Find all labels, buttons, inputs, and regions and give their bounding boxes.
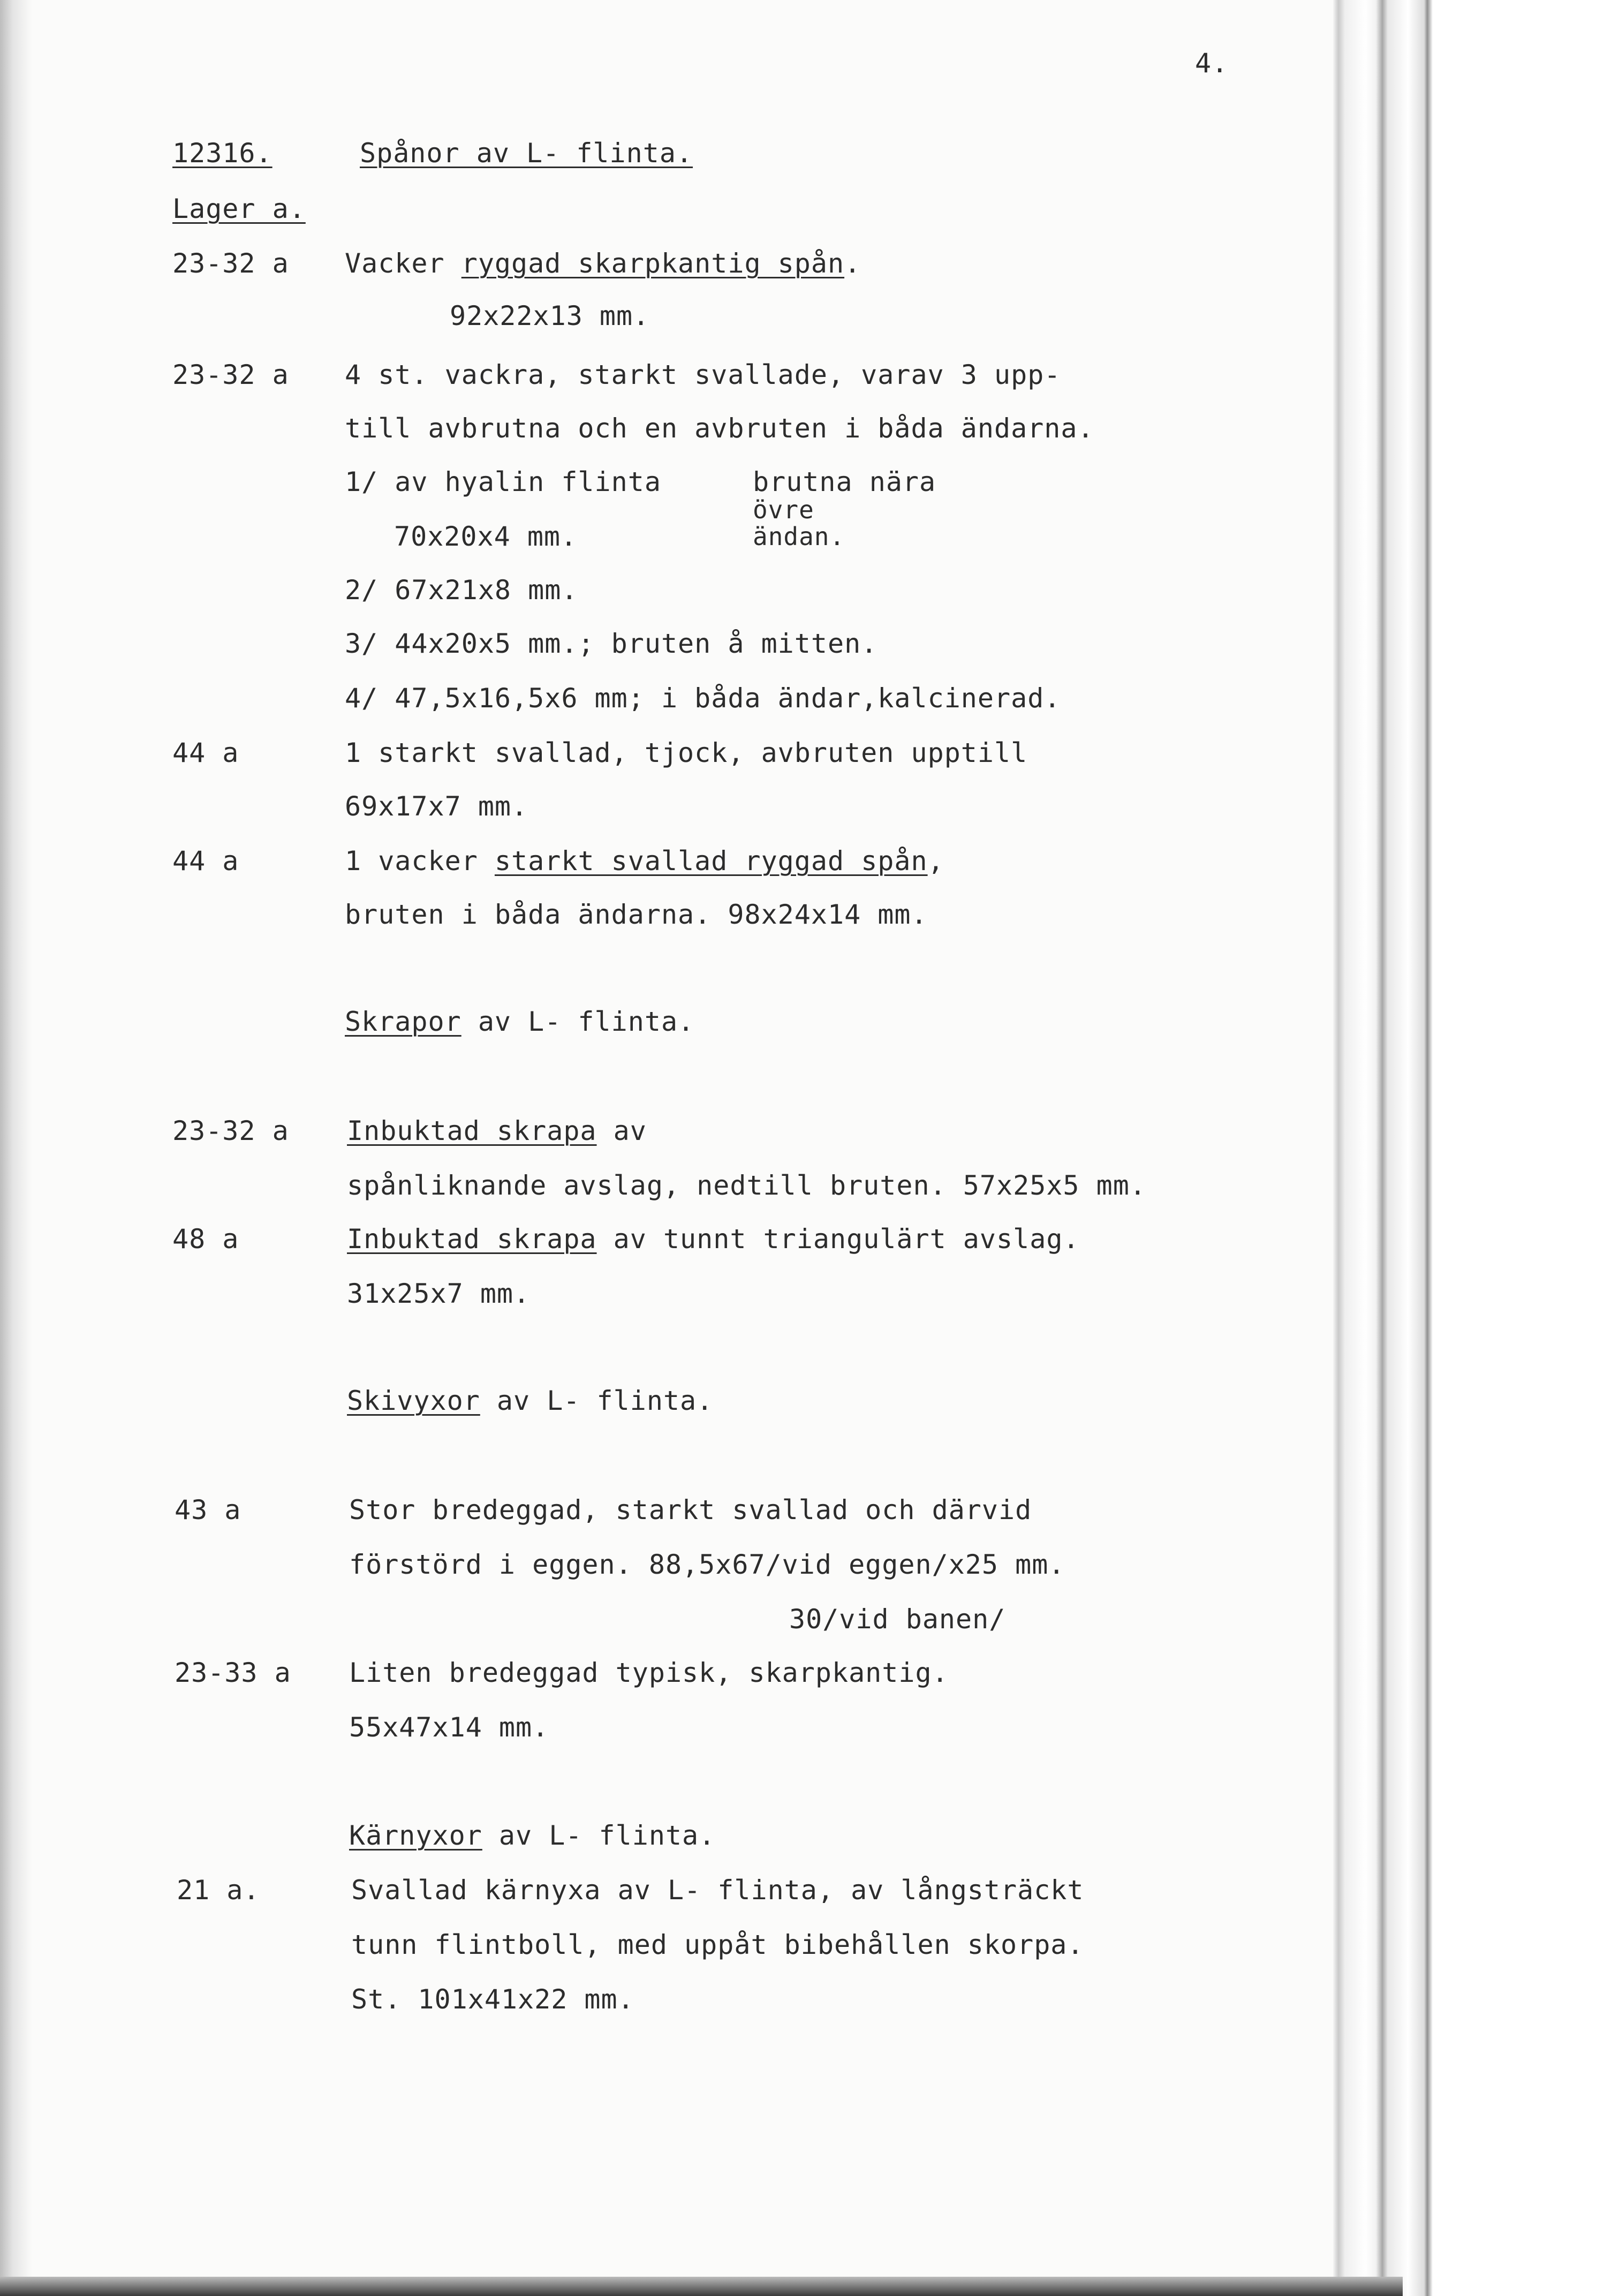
side-note-line: övre	[753, 495, 814, 524]
side-note-line: brutna nära	[753, 466, 936, 497]
sub-item-4: 4/ 47,5x16,5x6 mm; i båda ändar,kalcinerad.	[345, 683, 1061, 714]
entry-text-line: Stor bredeggad, starkt svallad och därvid	[349, 1494, 1032, 1525]
section-heading-rest: av L- flinta.	[482, 1820, 716, 1851]
page-number: 4.	[1195, 48, 1229, 79]
entry-text-line: bruten i båda ändarna. 98x24x14 mm.	[345, 899, 928, 930]
find-code: 44 a	[172, 737, 239, 768]
entry-text	[345, 846, 944, 876]
entry-text	[347, 1224, 1080, 1254]
entry-text-line: St. 101x41x22 mm.	[351, 1984, 634, 2015]
entry-text-line: 30/vid banen/	[789, 1604, 1006, 1635]
entry-text-line: 4 st. vackra, starkt svallade, varav 3 upp-	[345, 359, 1061, 390]
scan-edge-shadow	[0, 0, 32, 2296]
section-heading-underlined: Skrapor	[345, 1006, 462, 1037]
sub-item-1: 1/ av hyalin flinta	[345, 466, 661, 497]
find-code: 23-32 a	[172, 359, 289, 390]
section-heading-underlined: Kärnyxor	[349, 1820, 482, 1851]
sub-item-3: 3/ 44x20x5 mm.; bruten å mitten.	[345, 628, 878, 659]
entry-text-suffix: av tunnt triangulärt avslag.	[596, 1223, 1080, 1255]
catalog-number: 12316.	[172, 138, 273, 169]
sub-item-1-dims: 70x20x4 mm.	[394, 521, 578, 552]
side-note-line: ändan.	[753, 522, 845, 551]
entry-text-underlined: ryggad skarpkantig spån	[461, 248, 845, 279]
entry-text-line: 55x47x14 mm.	[349, 1712, 549, 1743]
section-heading-rest: av L- flinta.	[461, 1006, 695, 1037]
section-heading-underlined: Skivyxor	[347, 1385, 480, 1416]
entry-text-line: till avbrutna och en avbruten i båda ändarna.	[345, 413, 1094, 444]
entry-text-line: spånliknande avslag, nedtill bruten. 57x25x5 mm.	[347, 1170, 1146, 1201]
scan-bottom-band	[0, 2277, 1403, 2296]
find-code: 23-32 a	[172, 248, 289, 279]
find-code: 23-32 a	[172, 1115, 289, 1146]
find-code: 21 a.	[177, 1875, 260, 1906]
entry-text	[347, 1116, 647, 1146]
entry-text-prefix: 1 vacker	[345, 845, 495, 877]
sub-item-2: 2/ 67x21x8 mm.	[345, 575, 578, 606]
entry-text-underlined: starkt svallad ryggad spån	[494, 845, 928, 877]
find-code: 48 a	[172, 1223, 239, 1255]
section-heading-rest: av L- flinta.	[480, 1385, 714, 1416]
entry-text-underlined: Inbuktad skrapa	[347, 1223, 597, 1255]
entry-text-line: förstörd i eggen. 88,5x67/vid eggen/x25 mm.	[349, 1549, 1065, 1580]
entry-text-underlined: Inbuktad skrapa	[347, 1115, 597, 1146]
entry-text	[345, 248, 861, 278]
entry-text-suffix: .	[844, 248, 861, 279]
entry-text-suffix: av	[596, 1115, 647, 1146]
layer-label: Lager a.	[172, 193, 306, 224]
find-code: 43 a	[175, 1494, 241, 1525]
entry-text-line: 31x25x7 mm.	[347, 1278, 531, 1309]
entry-text-line: 69x17x7 mm.	[345, 791, 528, 822]
entry-text-line: Svallad kärnyxa av L- flinta, av långsträckt	[351, 1875, 1084, 1906]
entry-text-line: tunn flintboll, med uppåt bibehållen skorpa.	[351, 1929, 1084, 1960]
entry-text-line: Liten bredeggad typisk, skarpkantig.	[349, 1657, 949, 1688]
section-heading	[347, 1386, 713, 1416]
entry-dimensions: 92x22x13 mm.	[450, 300, 650, 331]
binding-edge	[1333, 0, 1619, 2296]
find-code: 23-33 a	[175, 1657, 291, 1688]
section-heading	[345, 1007, 694, 1037]
entry-text-prefix: Vacker	[345, 248, 462, 279]
find-code: 44 a	[172, 845, 239, 877]
entry-text-suffix: ,	[927, 845, 944, 877]
section-heading	[349, 1821, 715, 1851]
section-title: Spånor av L- flinta.	[360, 138, 693, 169]
entry-text-line: 1 starkt svallad, tjock, avbruten upptill	[345, 737, 1028, 768]
